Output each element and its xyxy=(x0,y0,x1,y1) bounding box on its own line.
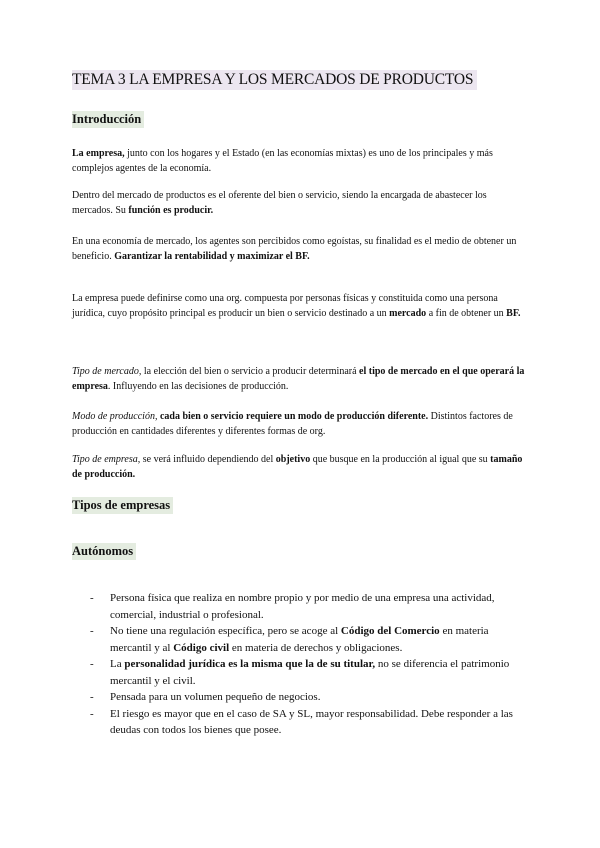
paragraph-6 xyxy=(72,409,527,439)
paragraph-1 xyxy=(72,146,527,176)
list-item xyxy=(72,689,532,706)
text: que busque en la producción al igual que su xyxy=(310,454,491,465)
bold-text: La empresa, xyxy=(72,148,125,159)
document-title: TEMA 3 LA EMPRESA Y LOS MERCADOS DE PRODUCTOS xyxy=(72,70,477,90)
text: . Influyendo en las decisiones de producción. xyxy=(107,381,289,392)
bold-text: Código civil xyxy=(173,641,230,654)
section-heading-introduccion: Introducción xyxy=(72,111,144,128)
text: La xyxy=(110,658,125,670)
text: Pensada para un volumen pequeño de negocios. xyxy=(110,691,321,703)
paragraph-2 xyxy=(72,188,527,218)
text: la elección del bien o servicio a producir determinará xyxy=(141,366,360,377)
text: no se diferencia el patrimonio mercantil y el civil. xyxy=(110,658,510,687)
text: No tiene una regulación específica, pero se acoge al xyxy=(110,625,341,637)
text: Persona física que realiza en nombre propio y por medio de una empresa una actividad, comercial, industrial o profesional. xyxy=(110,592,495,621)
text: El riesgo es mayor que en el caso de SA y SL, mayor responsabilidad. Debe responder a las deudas con todos los bienes que posee. xyxy=(110,707,513,736)
bold-text: Garantizar la rentabilidad y maximizar el BF. xyxy=(114,251,310,262)
text: La empresa puede definirse como una org. compuesta por personas físicas y constituida como una persona jurídica, cuyo propósito principal es producir un bien o servicio destinado a un xyxy=(72,293,498,319)
text: junto con los hogares y el Estado (en las economías mixtas) es uno de los principales y más complejos agentes de la economía. xyxy=(72,148,493,174)
text: se verá influido dependiendo del xyxy=(140,454,276,465)
section-heading-tipos-de-empresas: Tipos de empresas xyxy=(72,497,173,514)
bold-text: objetivo xyxy=(275,454,311,465)
autonomos-list xyxy=(72,590,532,739)
bold-text: el tipo de mercado en el que operará la empresa xyxy=(72,366,525,392)
paragraph-3 xyxy=(72,234,527,264)
paragraph-5 xyxy=(72,364,527,394)
bold-text: BF. xyxy=(506,308,521,319)
bold-text: función es producir. xyxy=(128,205,214,216)
text: en materia mercantil y al xyxy=(110,625,489,654)
list-item xyxy=(72,706,532,739)
italic-text: Tipo de empresa, xyxy=(72,454,141,465)
text: a fin de obtener un xyxy=(426,308,507,319)
text: En una economía de mercado, los agentes son percibidos como egoístas, su finalidad es el medio de obtener un beneficio. xyxy=(72,236,517,262)
paragraph-7 xyxy=(72,452,527,482)
paragraph-4 xyxy=(72,291,527,321)
bold-text: mercado xyxy=(389,308,427,319)
bold-text: personalidad jurídica es la misma que la de su titular, xyxy=(124,658,376,670)
bold-text: Código del Comercio xyxy=(340,625,440,637)
italic-text: Modo de producción, xyxy=(72,411,158,422)
list-item xyxy=(72,590,532,623)
list-item xyxy=(72,656,532,689)
bold-text: tamaño de producción. xyxy=(72,454,523,480)
text: Distintos factores de producción en cantidades diferentes y diferentes formas de org. xyxy=(72,411,513,437)
list-item xyxy=(72,623,532,656)
italic-text: Tipo de mercado, xyxy=(72,366,142,377)
text: Dentro del mercado de productos es el oferente del bien o servicio, siendo la encargada de abastecer los mercados. Su xyxy=(72,190,487,216)
subsection-heading-autonomos: Autónomos xyxy=(72,543,136,560)
bold-text: cada bien o servicio requiere un modo de producción diferente. xyxy=(159,411,429,422)
text: en materia de derechos y obligaciones. xyxy=(229,641,403,654)
